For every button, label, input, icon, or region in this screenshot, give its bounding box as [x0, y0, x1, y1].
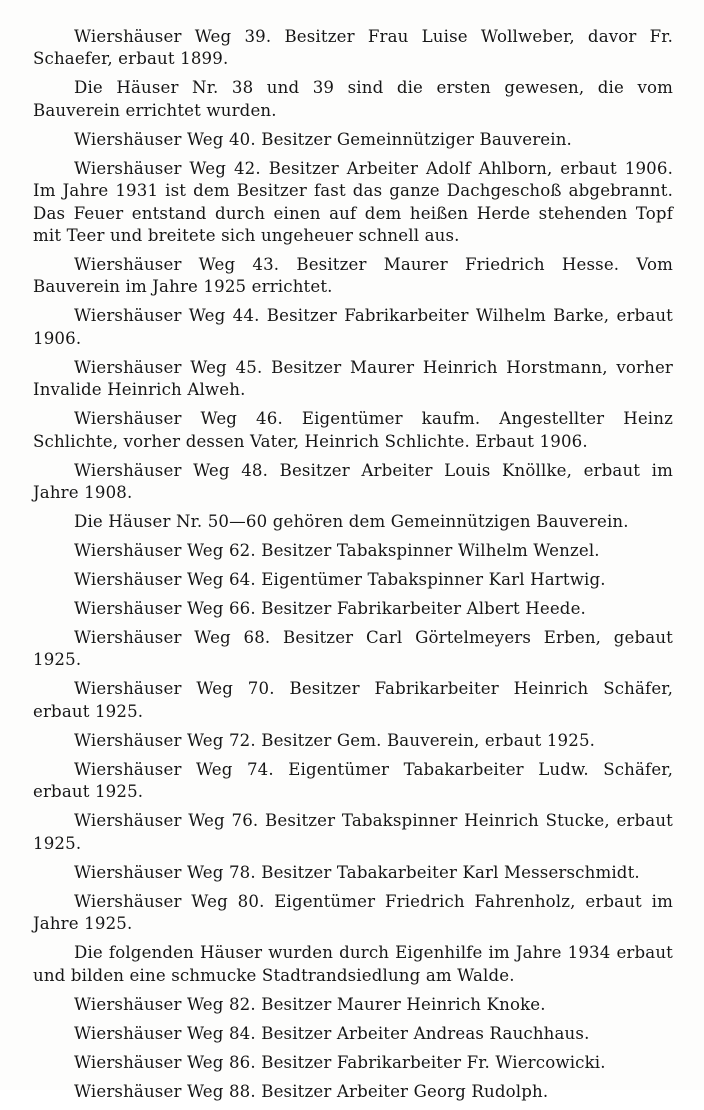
- paragraph-weg-43: Wiershäuser Weg 43. Besitzer Maurer Friedrich Hesse. Vom Bauverein im Jahre 1925 errichtet.: [33, 255, 673, 297]
- paragraph-weg-42: Wiershäuser Weg 42. Besitzer Arbeiter Adolf Ahlborn, erbaut 1906. Im Jahre 1931 ist dem Besitzer fast das ganze Dachgeschoß abgebrannt. Das Feuer entstand durch einen auf dem heißen Herde stehenden Topf mit Teer und breitete sich ungeheuer schnell aus.: [33, 158, 673, 246]
- paragraph-weg-68: Wiershäuser Weg 68. Besitzer Carl Görtelmeyers Erben, gebaut 1925.: [33, 628, 673, 670]
- paragraph-weg-45: Wiershäuser Weg 45. Besitzer Maurer Heinrich Horstmann, vorher Invalide Heinrich Alweh.: [33, 357, 673, 400]
- paragraph-haeuser-38-39: Die Häuser Nr. 38 und 39 sind die ersten gewesen, die vom Bauverein errichtet wurden.: [33, 78, 673, 120]
- paragraph-weg-76: Wiershäuser Weg 76. Besitzer Tabakspinner Heinrich Stucke, erbaut 1925.: [33, 811, 673, 853]
- paragraph-weg-70: Wiershäuser Weg 70. Besitzer Fabrikarbeiter Heinrich Schäfer, erbaut 1925.: [33, 679, 673, 721]
- paragraph-siedlung-1934: Die folgenden Häuser wurden durch Eigenhilfe im Jahre 1934 erbaut und bilden eine schmucke Stadtrandsiedlung am Walde.: [33, 943, 673, 985]
- paragraph-weg-39: Wiershäuser Weg 39. Besitzer Frau Luise Wollweber, davor Fr. Schaefer, erbaut 1899.: [33, 27, 673, 69]
- paragraph-weg-84: Wiershäuser Weg 84. Besitzer Arbeiter Andreas Rauchhaus.: [74, 1023, 590, 1043]
- paragraph-weg-80: Wiershäuser Weg 80. Eigentümer Friedrich Fahrenholz, erbaut im Jahre 1925.: [33, 891, 673, 934]
- paragraph-haeuser-50-60: Die Häuser Nr. 50—60 gehören dem Gemeinnützigen Bauverein.: [74, 512, 629, 532]
- paragraph-weg-62: Wiershäuser Weg 62. Besitzer Tabakspinner Wilhelm Wenzel.: [74, 541, 600, 561]
- paragraph-weg-46: Wiershäuser Weg 46. Eigentümer kaufm. Angestellter Heinz Schlichte, vorher dessen Vater, Heinrich Schlichte. Erbaut 1906.: [33, 409, 673, 451]
- paragraph-weg-86: Wiershäuser Weg 86. Besitzer Fabrikarbeiter Fr. Wiercowicki.: [74, 1052, 606, 1072]
- paragraph-weg-72: Wiershäuser Weg 72. Besitzer Gem. Bauverein, erbaut 1925.: [74, 730, 596, 750]
- document-text: [33, 26, 673, 1110]
- paragraph-weg-74: Wiershäuser Weg 74. Eigentümer Tabakarbeiter Ludw. Schäfer, erbaut 1925.: [33, 759, 673, 802]
- paragraph-weg-48: Wiershäuser Weg 48. Besitzer Arbeiter Louis Knöllke, erbaut im Jahre 1908.: [33, 460, 673, 503]
- paragraph-weg-82: Wiershäuser Weg 82. Besitzer Maurer Heinrich Knoke.: [74, 994, 546, 1014]
- paragraph-weg-64: Wiershäuser Weg 64. Eigentümer Tabakspinner Karl Hartwig.: [74, 570, 606, 590]
- paragraph-weg-44: Wiershäuser Weg 44. Besitzer Fabrikarbeiter Wilhelm Barke, erbaut 1906.: [33, 306, 673, 348]
- paragraph-weg-66: Wiershäuser Weg 66. Besitzer Fabrikarbeiter Albert Heede.: [74, 599, 586, 619]
- paragraph-weg-78: Wiershäuser Weg 78. Besitzer Tabakarbeiter Karl Messerschmidt.: [74, 862, 640, 882]
- paragraph-weg-40: Wiershäuser Weg 40. Besitzer Gemeinnütziger Bauverein.: [74, 129, 572, 149]
- paragraph-weg-88: Wiershäuser Weg 88. Besitzer Arbeiter Georg Rudolph.: [74, 1081, 549, 1101]
